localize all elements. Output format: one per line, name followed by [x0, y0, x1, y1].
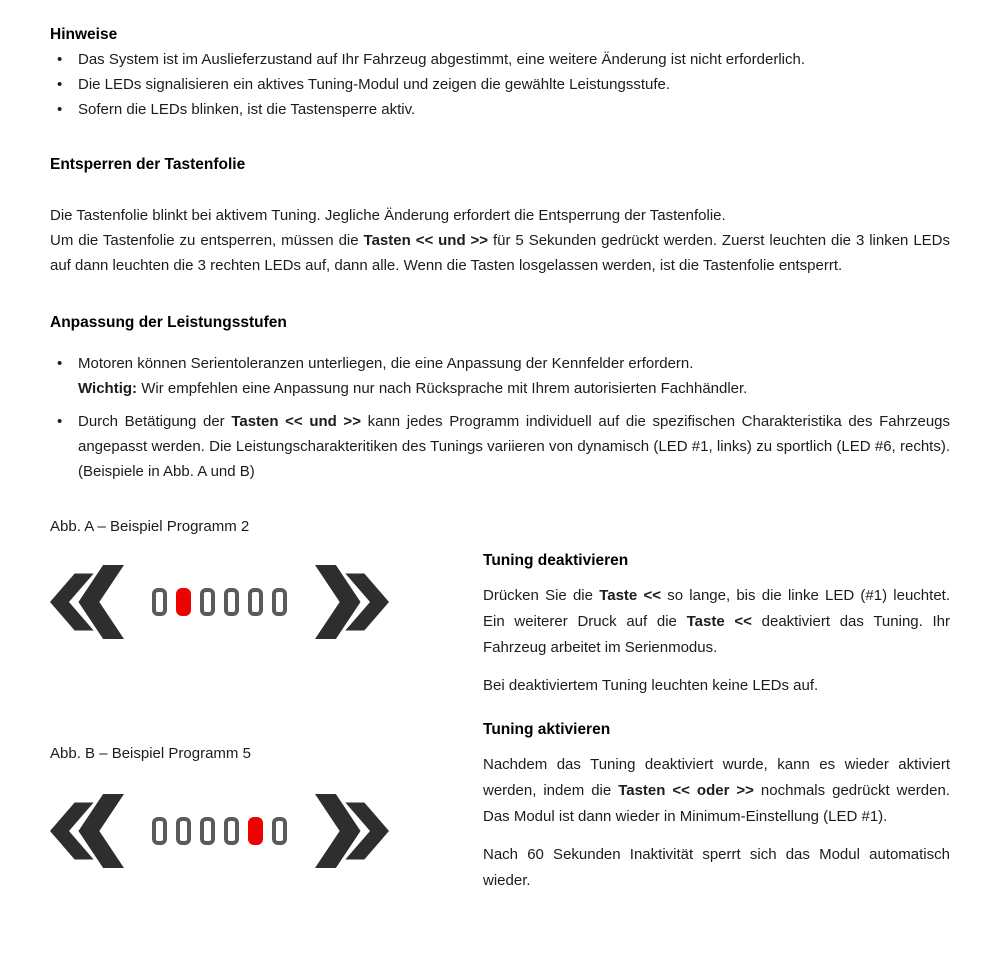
bullet-icon: •	[57, 413, 63, 430]
led-5-on	[248, 817, 263, 845]
led-4-off	[224, 588, 239, 616]
led-2-off	[176, 817, 191, 845]
deaktivieren-paragraph-2: Bei deaktiviertem Tuning leuchten keine LEDs auf.	[483, 677, 819, 694]
double-chevron-right-icon	[315, 792, 389, 870]
bullet-text: Die LEDs signalisieren ein aktives Tuning-Modul und zeigen die gewählte Leistungsstufe.	[78, 76, 671, 93]
section-hinweise	[50, 22, 950, 122]
heading-anpassung: Anpassung der Leistungsstufen	[50, 314, 287, 331]
figures-column	[50, 514, 483, 894]
bullet-icon: •	[57, 51, 63, 68]
double-chevron-left-icon	[50, 792, 124, 870]
list-item	[50, 97, 950, 122]
hinweise-bullet-list	[50, 47, 950, 122]
bullet-text: Durch Betätigung der Tasten << und >> kann jedes Programm individuell auf die spezifischen Charakteristika des Fahrzeugs angepasst werden. Die Leistungscharakteritiken des Tunings variieren von dynamisch (LED #1, links) zu sportlich (LED #6, rechts).(Beispiele in Abb. A und B)	[78, 413, 951, 480]
entsperren-paragraph: Die Tastenfolie blinkt bei aktivem Tuning. Jegliche Änderung erfordert die Entsperrung der Tastenfolie. Um die Tastenfolie zu entsperren, müssen die Tasten << und >> für 5 Sekunden gedrückt werden. Zuerst leuchten die 3 linken LEDs auf dann leuchten die 3 rechten LEDs auf, dann alle. Wenn die Tasten losgelassen werden, ist die Tastenfolie entsperrt.	[50, 207, 951, 274]
aktivieren-paragraph-1: Nachdem das Tuning deaktiviert wurde, kann es wieder aktiviert werden, indem die Tasten << oder >> nochmals gedrückt werden. Das Modul ist dann wieder in Minimum-Einstellung (LED #1).	[483, 756, 950, 825]
heading-tuning-deaktivieren: Tuning deaktivieren	[483, 552, 629, 569]
deaktivieren-paragraph-1: Drücken Sie die Taste << so lange, bis die linke LED (#1) leuchtet. Ein weiterer Druck auf die Taste << deaktiviert das Tuning. Ihr Fahrzeug arbeitet im Serienmodus.	[483, 587, 951, 656]
led-display-b	[50, 792, 483, 870]
led-strip	[152, 817, 287, 845]
led-5-off	[248, 588, 263, 616]
led-display-a	[50, 563, 483, 641]
led-6-off	[272, 588, 287, 616]
bullet-text: Motoren können Serientoleranzen unterliegen, die eine Anpassung der Kennfelder erfordern. Wichtig: Wir empfehlen eine Anpassung nur nach Rücksprache mit Ihrem autorisierten Fachhändler.	[78, 355, 748, 397]
bullet-icon: •	[57, 101, 63, 118]
heading-tuning-aktivieren: Tuning aktivieren	[483, 721, 611, 738]
aktivieren-paragraph-2: Nach 60 Sekunden Inaktivität sperrt sich das Modul automatisch wieder.	[483, 846, 950, 889]
led-1-off	[152, 588, 167, 616]
led-6-off	[272, 817, 287, 845]
heading-hinweise: Hinweise	[50, 26, 118, 43]
anpassung-bullet-list	[50, 351, 950, 484]
list-item	[50, 351, 950, 401]
bullet-text: Das System ist im Auslieferzustand auf Ihr Fahrzeug abgestimmt, eine weitere Änderung ist nicht erforderlich.	[78, 51, 805, 68]
led-strip	[152, 588, 287, 616]
section-entsperren	[50, 152, 950, 278]
list-item	[50, 409, 950, 484]
led-4-off	[224, 817, 239, 845]
led-2-on	[176, 588, 191, 616]
double-chevron-right-icon	[315, 563, 389, 641]
bullet-icon: •	[57, 355, 63, 372]
led-1-off	[152, 817, 167, 845]
led-3-off	[200, 817, 215, 845]
figure-b-label: Abb. B – Beispiel Programm 5	[50, 745, 251, 762]
heading-entsperren: Entsperren der Tastenfolie	[50, 156, 246, 173]
bullet-icon: •	[57, 76, 63, 93]
double-chevron-left-icon	[50, 563, 124, 641]
figure-a-label: Abb. A – Beispiel Programm 2	[50, 518, 250, 535]
section-anpassung	[50, 310, 950, 484]
list-item	[50, 72, 950, 97]
led-3-off	[200, 588, 215, 616]
instructions-column	[483, 514, 950, 894]
list-item	[50, 47, 950, 72]
bullet-text: Sofern die LEDs blinken, ist die Tastensperre aktiv.	[78, 101, 416, 118]
figures-and-instructions	[50, 514, 950, 894]
